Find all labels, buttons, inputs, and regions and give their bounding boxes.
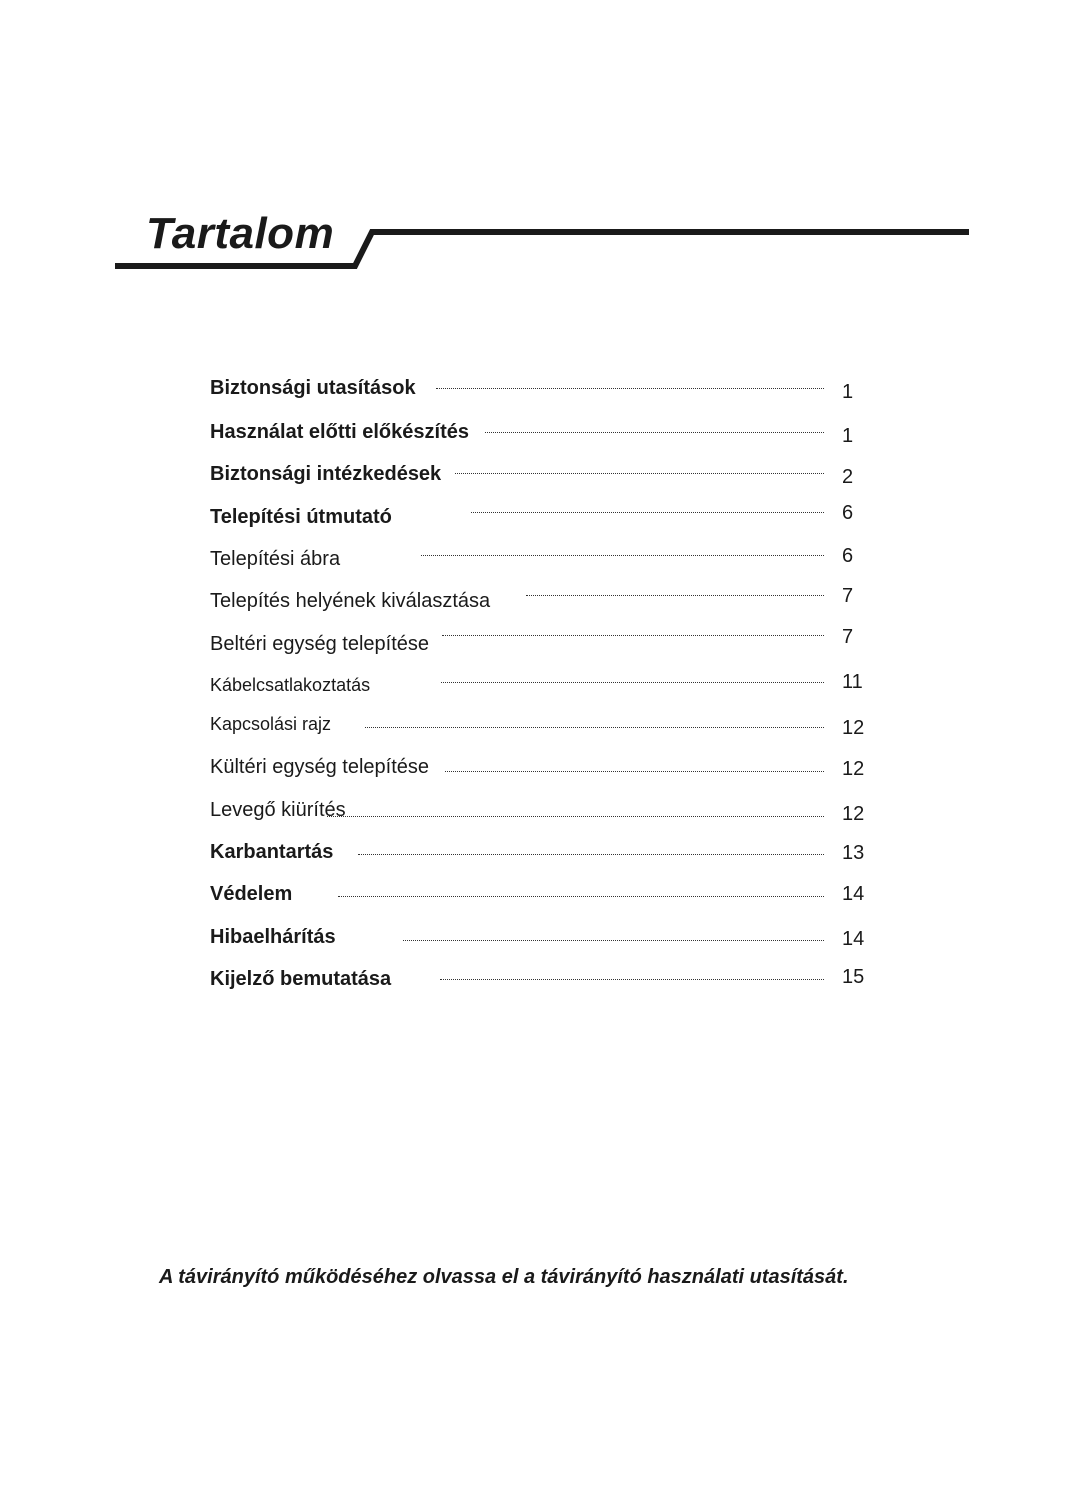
toc-entry (210, 927, 890, 957)
toc-page-number: 2 (842, 466, 854, 488)
toc-page-number: 14 (842, 883, 865, 905)
toc-entry-label: Telepítési útmutató (210, 506, 392, 528)
toc-page-number: 13 (842, 842, 865, 864)
toc-dot-leader (436, 388, 824, 389)
toc-page-number: 1 (842, 425, 854, 447)
toc-dot-leader (403, 940, 824, 941)
toc-entry (210, 715, 890, 745)
toc-dot-leader (338, 896, 824, 897)
toc-entry (210, 671, 890, 706)
toc-entry-label: Védelem (210, 883, 293, 905)
toc-entry-label: Kijelző bemutatása (210, 968, 392, 990)
toc-page-number: 12 (842, 717, 865, 739)
toc-dot-leader (471, 512, 824, 513)
toc-page-number: 7 (842, 626, 854, 648)
toc-page-number: 11 (842, 671, 863, 693)
toc-entry (210, 422, 890, 452)
toc-dot-leader (455, 473, 824, 474)
toc-entry-label: Kapcsolási rajz (210, 714, 332, 734)
toc-entry (210, 626, 890, 664)
toc-entry (210, 464, 890, 494)
toc-entry-label: Karbantartás (210, 841, 334, 863)
toc-entry (210, 757, 890, 787)
toc-dot-leader (358, 854, 824, 855)
toc-entry (210, 585, 890, 621)
toc-entry-label: Telepítési ábra (210, 548, 341, 570)
toc-entry-label: Hibaelhárítás (210, 926, 336, 948)
toc-dot-leader (421, 555, 824, 556)
toc-dot-leader (365, 727, 824, 728)
toc-page-number: 12 (842, 803, 865, 825)
remote-control-note: A távirányító működéséhez olvassa el a távirányító használati utasítását. (159, 1266, 849, 1288)
toc-dot-leader (485, 432, 824, 433)
toc-page-number: 15 (842, 966, 865, 988)
toc-entry (210, 545, 890, 579)
toc-page-number: 6 (842, 502, 854, 524)
toc-entry-label: Telepítés helyének kiválasztása (210, 590, 491, 612)
toc-page-number: 12 (842, 758, 865, 780)
toc-entry-label: Kábelcsatlakoztatás (210, 675, 371, 695)
page-title: Tartalom (146, 209, 335, 258)
toc-dot-leader (526, 595, 824, 596)
toc-page-number: 6 (842, 545, 854, 567)
toc-entry-label: Biztonsági utasítások (210, 377, 416, 399)
toc-entry (210, 800, 890, 830)
toc-dot-leader (327, 816, 824, 817)
toc-dot-leader (445, 771, 824, 772)
toc-entry-label: Biztonsági intézkedések (210, 463, 442, 485)
toc-page-number: 14 (842, 928, 865, 950)
toc-page-number: 7 (842, 585, 854, 607)
toc-entry (210, 966, 890, 999)
toc-entry (210, 842, 890, 872)
toc-entry (210, 884, 890, 914)
toc-dot-leader (442, 635, 824, 636)
toc-entry-label: Használat előtti előkészítés (210, 421, 469, 443)
toc-dot-leader (441, 682, 824, 683)
toc-dot-leader (440, 979, 824, 980)
toc-entry-label: Levegő kiürítés (210, 799, 346, 821)
toc-entry (210, 502, 890, 537)
toc-page-number: 1 (842, 381, 854, 403)
toc-entry-label: Beltéri egység telepítése (210, 633, 430, 655)
toc-entry (210, 378, 890, 408)
toc-entry-label: Kültéri egység telepítése (210, 756, 430, 778)
